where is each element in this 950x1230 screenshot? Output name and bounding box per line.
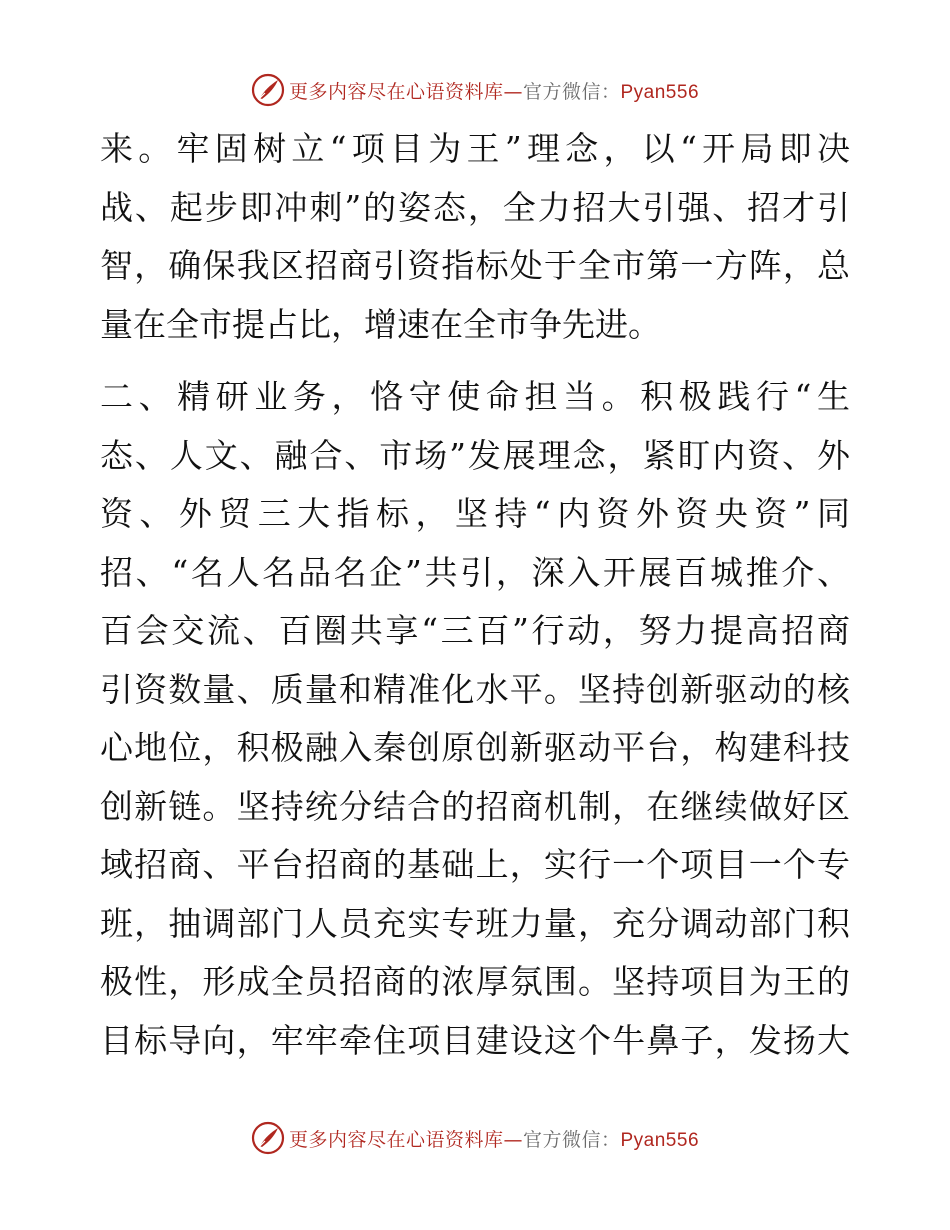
banner-text: [289, 1125, 699, 1152]
paragraph-1: [100, 120, 850, 354]
text-line: 招、“名人名品名企”共引，深入开展百城推介、: [100, 552, 850, 592]
banner-text: [289, 77, 699, 104]
text-line: 极性，形成全员招商的浓厚氛围。坚持项目为王的: [100, 962, 850, 1001]
text-line: 二、精研业务，恪守使命担当。积极践行“生: [100, 377, 850, 416]
wechat-label: 官方微信：: [522, 80, 621, 103]
text-line: 引资数量、质量和精准化水平。坚持创新驱动的核: [100, 669, 850, 709]
paragraph-2: [100, 368, 850, 1070]
header-banner: [0, 70, 950, 110]
text-line: 态、人文、融合、市场”发展理念，紧盯内资、外: [100, 435, 850, 475]
text-line: 创新链。坚持统分结合的招商机制，在继续做好区: [100, 786, 850, 826]
quill-pen-icon: [251, 1121, 285, 1155]
text-line: 班，抽调部门人员充实专班力量，充分调动部门积: [100, 903, 850, 943]
text-line: 域招商、平台招商的基础上，实行一个项目一个专: [100, 845, 850, 884]
site-text: 更多内容尽在心语资料库: [288, 80, 504, 103]
footer-banner: [0, 1118, 950, 1158]
text-line: 来。牢固树立“项目为王”理念，以“开局即决: [100, 129, 850, 168]
text-line: 目标导向，牢牢牵住项目建设这个牛鼻子，发扬大: [100, 1020, 850, 1060]
site-text: 更多内容尽在心语资料库: [288, 1128, 504, 1151]
wechat-label: 官方微信：: [522, 1128, 621, 1151]
document-body: [100, 120, 850, 1070]
text-line: 百会交流、百圈共享“三百”行动，努力提高招商: [100, 611, 850, 650]
text-line: 战、起步即冲刺”的姿态，全力招大引强、招才引: [100, 187, 850, 227]
text-line: 资、外贸三大指标，坚持“内资外资央资”同: [100, 494, 850, 533]
wechat-handle: Pyan556: [620, 1129, 700, 1151]
banner-dash: —: [503, 80, 523, 103]
text-line: 心地位，积极融入秦创原创新驱动平台，构建科技: [100, 728, 850, 767]
text-line: 量在全市提占比，增速在全市争先进。: [100, 304, 661, 344]
banner-dash: —: [503, 1128, 523, 1151]
wechat-handle: Pyan556: [620, 81, 700, 103]
paragraph-gap: [100, 354, 850, 368]
quill-pen-icon: [251, 73, 285, 107]
text-line: 智，确保我区招商引资指标处于全市第一方阵，总: [100, 246, 850, 285]
